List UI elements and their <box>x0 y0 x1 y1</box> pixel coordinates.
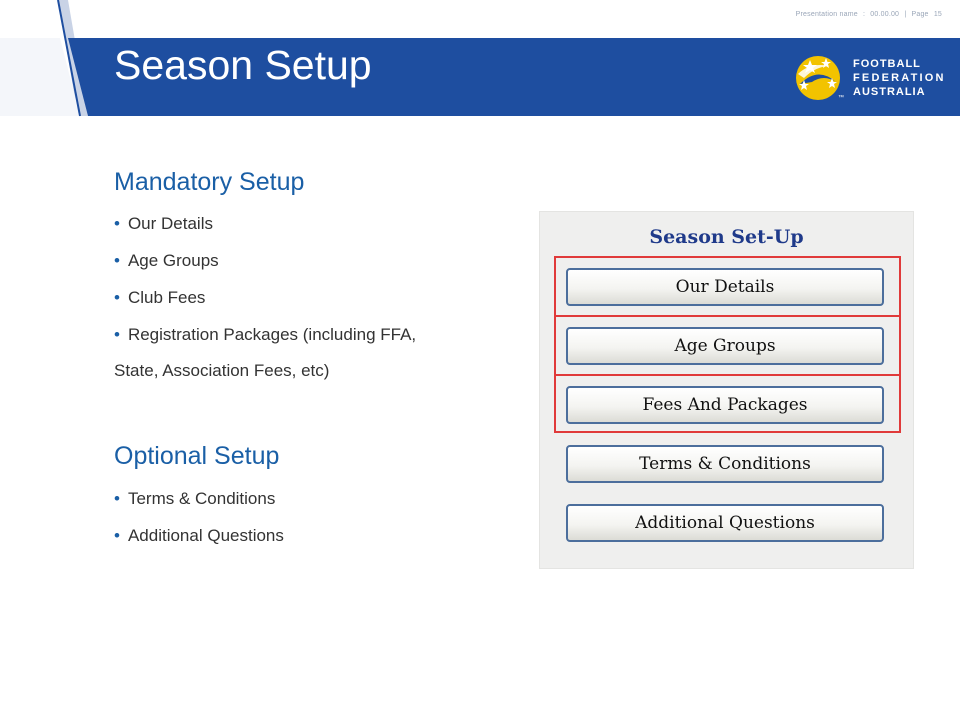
screenshot-title: Season Set-Up <box>649 226 804 248</box>
meta-time: 00.00.00 <box>870 11 900 18</box>
list-item <box>114 251 416 270</box>
list-item-text: Registration Packages (including FFA, <box>127 325 417 344</box>
list-item-text: State, Association Fees, etc) <box>114 361 330 380</box>
highlight-divider <box>554 374 901 376</box>
logo-line-3: AUSTRALIA <box>853 86 926 98</box>
our-details-button[interactable]: Our Details <box>566 268 884 306</box>
logo-line-1: FOOTBALL <box>853 58 921 70</box>
age-groups-button[interactable]: Age Groups <box>566 327 884 365</box>
list-item-text: Terms & Conditions <box>127 489 276 508</box>
season-setup-screenshot <box>539 211 914 569</box>
list-item-text: Our Details <box>127 214 213 233</box>
list-item-continued <box>114 361 416 380</box>
optional-list <box>114 489 284 563</box>
bullet-icon: • <box>114 288 120 307</box>
mandatory-heading: Mandatory Setup <box>114 168 305 196</box>
list-item <box>114 288 416 307</box>
bullet-icon: • <box>114 214 120 233</box>
list-item <box>114 489 284 508</box>
list-item <box>114 325 416 344</box>
optional-heading: Optional Setup <box>114 442 280 470</box>
logo-wordmark <box>853 57 946 99</box>
terms-and-conditions-button[interactable]: Terms & Conditions <box>566 445 884 483</box>
bullet-icon: • <box>114 251 120 270</box>
meta-presentation-name: Presentation name <box>795 11 858 18</box>
bullet-icon: • <box>114 489 120 508</box>
meta-separator: | <box>904 11 907 18</box>
meta-separator: : <box>862 11 866 18</box>
bullet-icon: • <box>114 325 120 344</box>
slide-title: Season Setup <box>114 42 372 88</box>
list-item <box>114 214 416 233</box>
logo-line-2: FEDERATION <box>853 72 946 84</box>
fees-and-packages-button[interactable]: Fees And Packages <box>566 386 884 424</box>
list-item-text: Age Groups <box>127 251 219 270</box>
logo-trademark: ™ <box>838 95 844 101</box>
list-item-text: Club Fees <box>127 288 206 307</box>
highlight-divider <box>554 315 901 317</box>
additional-questions-button[interactable]: Additional Questions <box>566 504 884 542</box>
list-item-text: Additional Questions <box>127 526 284 545</box>
bullet-icon: • <box>114 526 120 545</box>
meta-page-label: Page <box>911 11 929 18</box>
mandatory-list <box>114 214 416 398</box>
meta-page-number: 15 <box>933 11 942 18</box>
list-item <box>114 526 284 545</box>
